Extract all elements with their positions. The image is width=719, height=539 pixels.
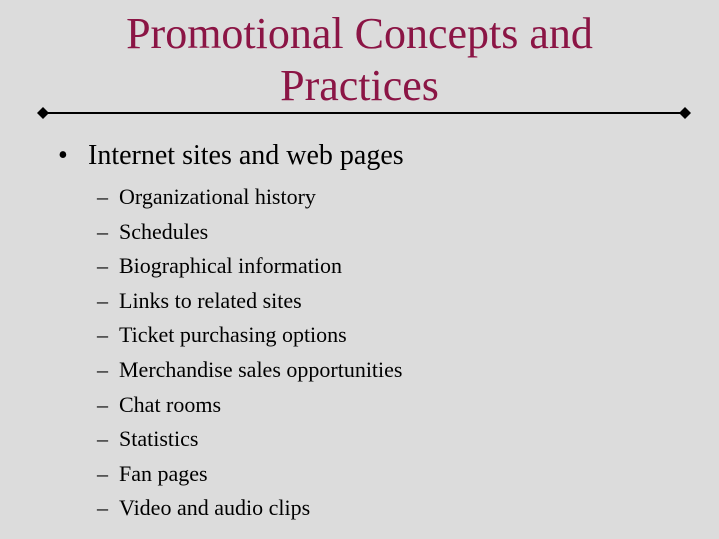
dash-glyph: – xyxy=(97,426,108,452)
main-bullet xyxy=(58,139,404,173)
list-item xyxy=(97,491,403,526)
slide-title-line-1: Promotional Concepts and xyxy=(126,9,593,58)
list-item xyxy=(97,388,403,423)
list-item xyxy=(97,318,403,353)
dash-glyph: – xyxy=(97,391,108,417)
dash-glyph: – xyxy=(97,322,108,348)
list-item-text: Chat rooms xyxy=(119,391,222,417)
list-item-text: Links to related sites xyxy=(119,287,302,313)
list-item xyxy=(97,284,403,319)
slide-title xyxy=(0,8,719,112)
title-divider xyxy=(36,106,692,120)
list-item-text: Ticket purchasing options xyxy=(119,322,347,348)
list-item-text: Schedules xyxy=(119,218,209,244)
dash-glyph: – xyxy=(97,460,108,486)
list-item xyxy=(97,422,403,457)
list-item-text: Organizational history xyxy=(119,184,316,209)
dash-glyph: – xyxy=(97,184,108,209)
dash-glyph: – xyxy=(97,218,108,244)
divider-left-diamond xyxy=(37,107,49,119)
bullet-glyph: • xyxy=(58,140,68,171)
list-item-text: Merchandise sales opportunities xyxy=(119,356,403,382)
list-item-text: Video and audio clips xyxy=(119,495,311,521)
sub-bullet-list xyxy=(97,180,403,526)
list-item xyxy=(97,249,403,284)
list-item xyxy=(97,180,403,215)
dash-glyph: – xyxy=(97,253,108,279)
main-bullet-text: Internet sites and web pages xyxy=(88,140,404,171)
dash-glyph: – xyxy=(97,356,108,382)
slide-title-line-2: Practices xyxy=(280,61,439,110)
list-item-text: Biographical information xyxy=(119,253,342,279)
dash-glyph: – xyxy=(97,495,108,521)
list-item-text: Fan pages xyxy=(119,460,208,486)
dash-glyph: – xyxy=(97,287,108,313)
list-item xyxy=(97,457,403,492)
divider-right-diamond xyxy=(679,107,691,119)
list-item-text: Statistics xyxy=(119,426,199,452)
list-item xyxy=(97,353,403,388)
list-item xyxy=(97,215,403,250)
